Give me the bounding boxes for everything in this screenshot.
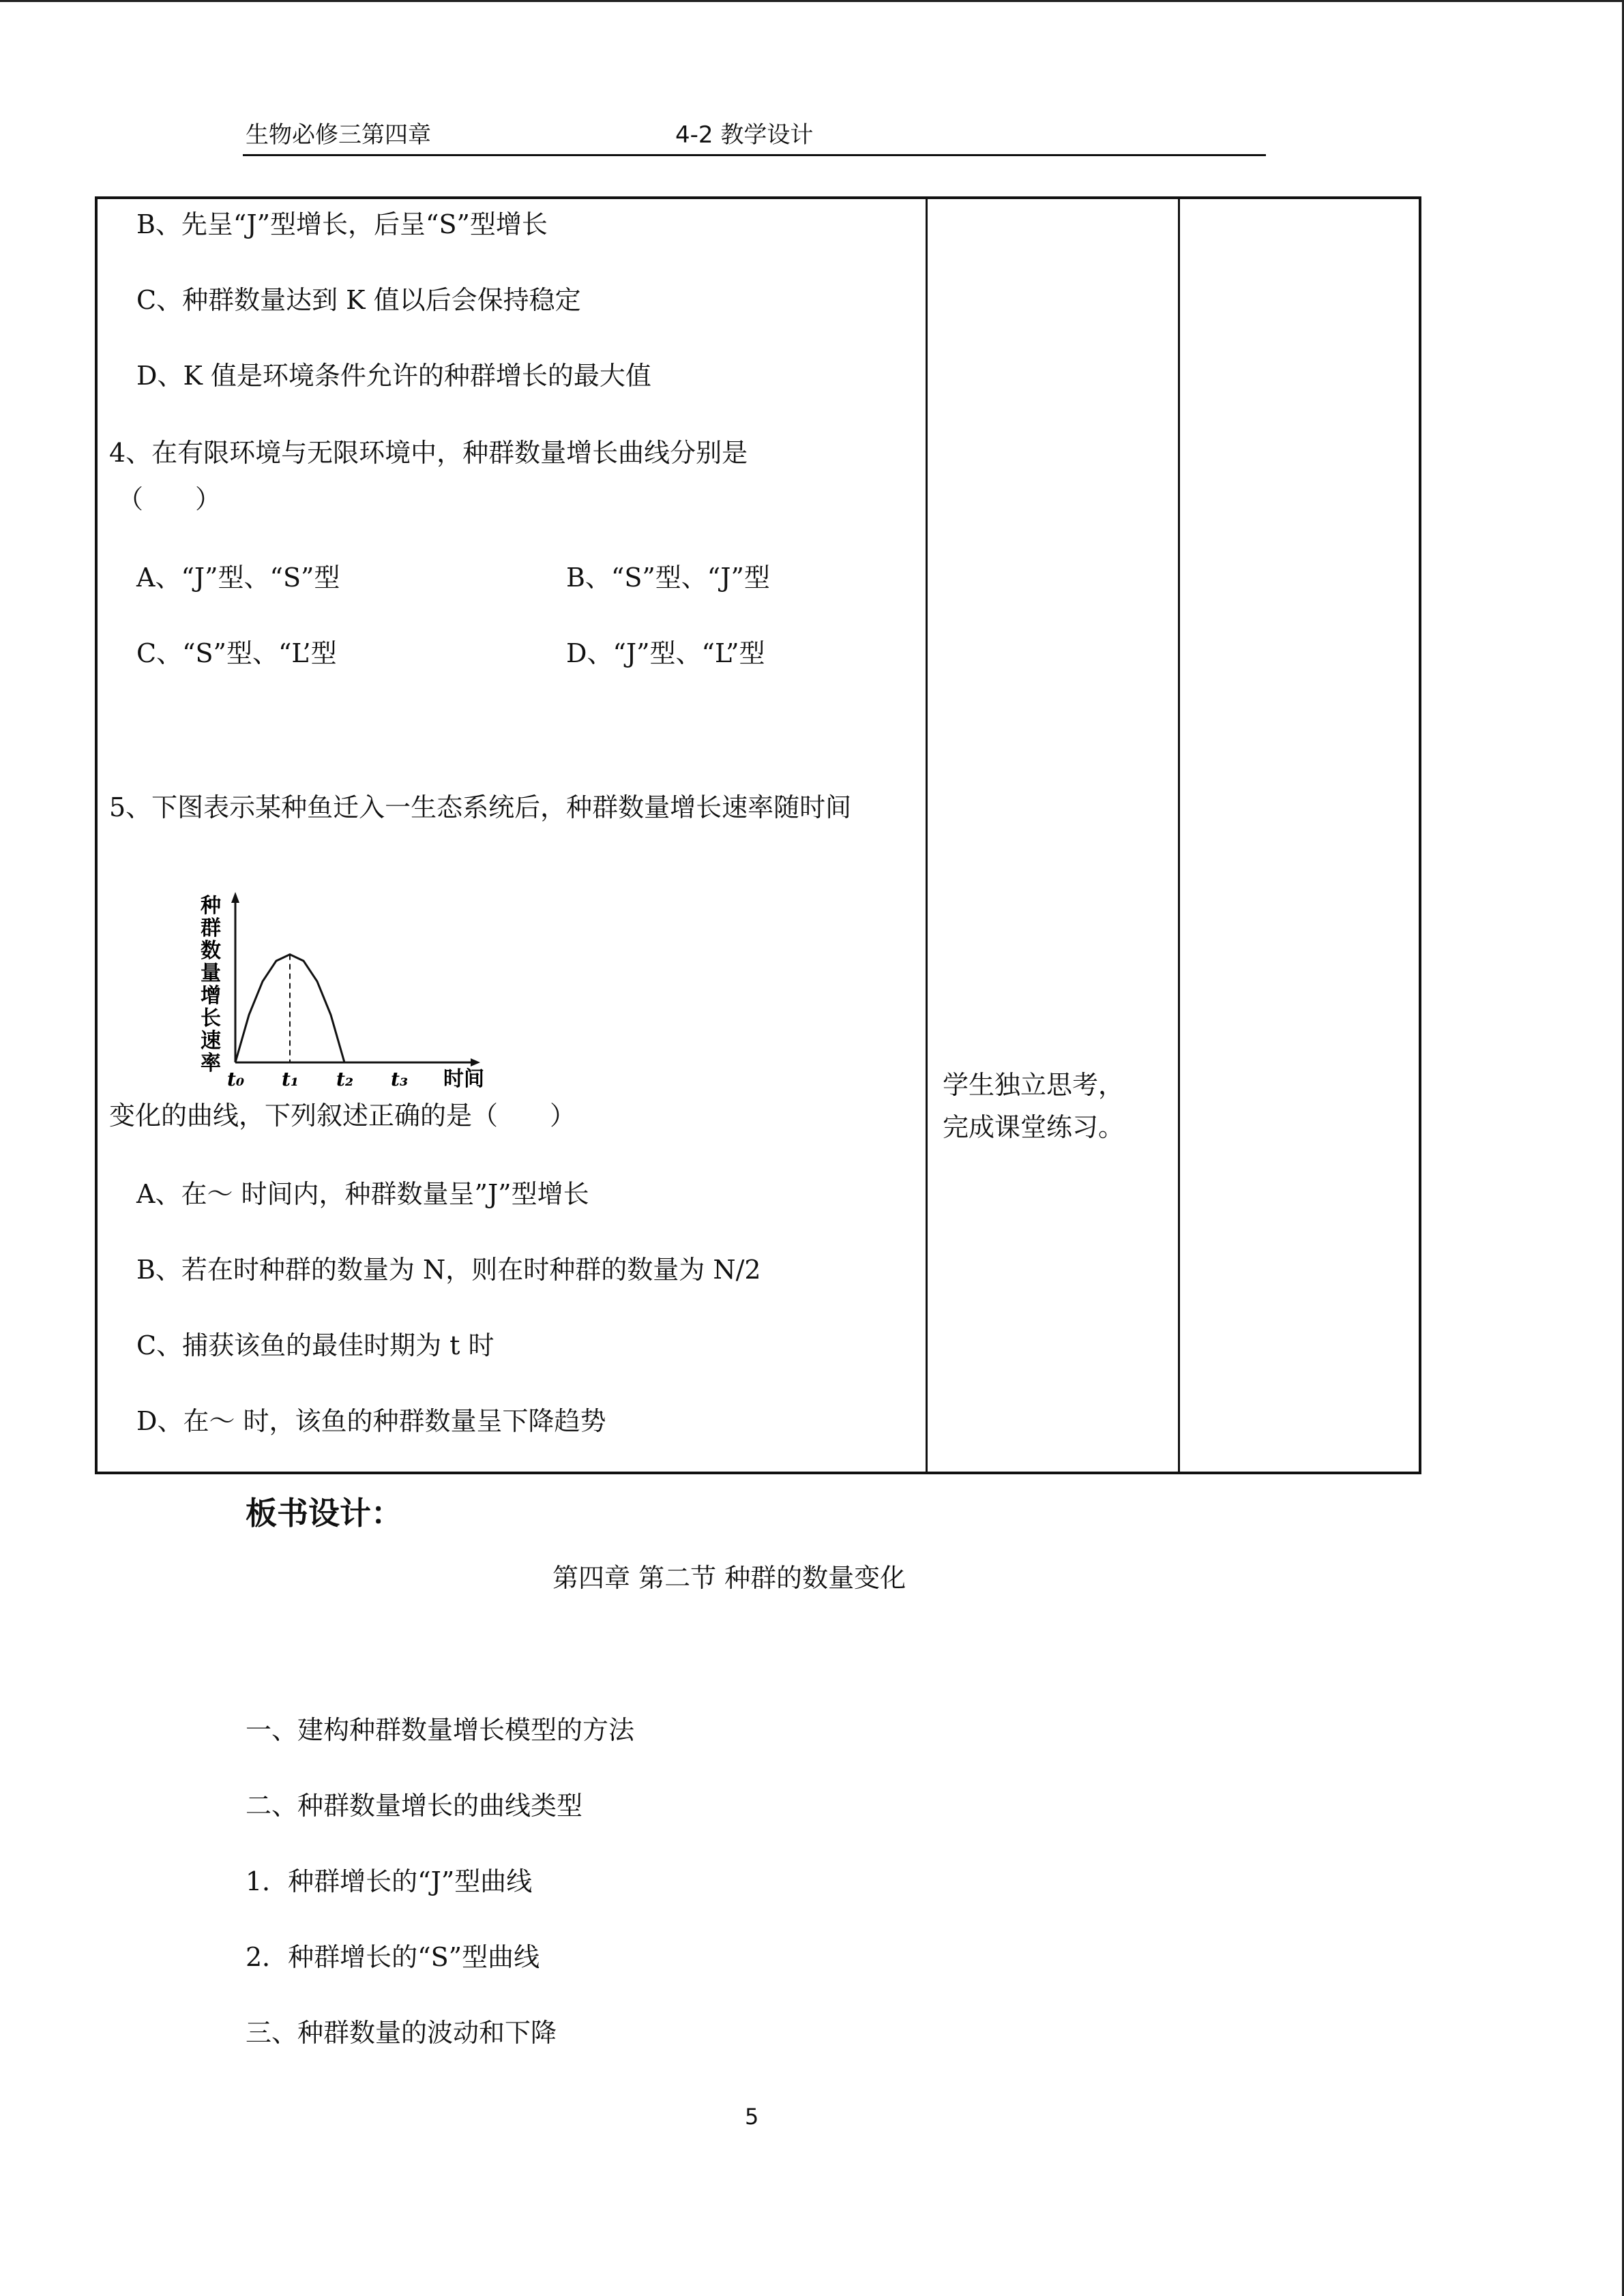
- q5-option-a: A、在～ 时间内，种群数量呈”J”型增长: [136, 1179, 589, 1209]
- y-axis-label-char: 种: [201, 894, 221, 918]
- page-border: [0, 0, 1624, 2]
- x-tick-label: t₃: [391, 1068, 409, 1090]
- q5-option-d: D、在～ 时，该鱼的种群数量呈下降趋势: [136, 1406, 606, 1436]
- q4-option-b: B、“S”型、“J”型: [566, 563, 770, 593]
- q4-option-c: C、“S”型、“L’型: [136, 638, 337, 668]
- y-axis-label-char: 量: [201, 961, 221, 985]
- q4-option-a: A、“J”型、“S”型: [136, 563, 340, 593]
- student-activity-line-2: 完成课堂练习。: [943, 1112, 1125, 1142]
- board-design-title: 板书设计：: [246, 1495, 402, 1532]
- y-axis-label-char: 率: [201, 1052, 221, 1075]
- question-4: 4、在有限环境与无限环境中，种群数量增长曲线分别是: [109, 438, 748, 468]
- table-divider: [1178, 196, 1180, 1474]
- option-b-line: B、先呈“J”型增长，后呈“S”型增长: [136, 209, 548, 239]
- board-item: 1．种群增长的“J”型曲线: [246, 1866, 533, 1896]
- board-item: 2．种群增长的“S”型曲线: [246, 1942, 540, 1972]
- y-axis-label-char: 速: [201, 1029, 221, 1053]
- y-axis-label: [201, 894, 221, 1075]
- y-axis-label-char: 长: [201, 1007, 221, 1030]
- student-activity-line-1: 学生独立思考，: [943, 1070, 1125, 1100]
- x-tick-label: t₀: [227, 1068, 245, 1090]
- x-tick-labels: [227, 1068, 408, 1090]
- x-axis-label: 时间: [443, 1067, 484, 1091]
- header-center: 4-2 教学设计: [675, 121, 814, 149]
- q4-option-d: D、“J”型、“L”型: [566, 638, 765, 668]
- board-item: 一、建构种群数量增长模型的方法: [246, 1715, 635, 1745]
- question-5-continued: 变化的曲线，下列叙述正确的是（ ）: [109, 1101, 576, 1131]
- growth-rate-chart: [191, 886, 491, 1091]
- x-tick-label: t₂: [336, 1068, 354, 1090]
- y-axis-arrow: [231, 892, 239, 903]
- q5-option-c: C、捕获该鱼的最佳时期为 t 时: [136, 1330, 494, 1360]
- x-axis-arrow: [471, 1058, 480, 1067]
- growth-rate-curve: [235, 955, 344, 1062]
- y-axis-label-char: 增: [201, 984, 221, 1008]
- page-number: 5: [745, 2104, 759, 2130]
- question-5: 5、下图表示某种鱼迁入一生态系统后，种群数量增长速率随时间: [109, 792, 852, 822]
- header-rule: [243, 154, 1266, 156]
- question-4-blank: （ ）: [117, 484, 222, 514]
- board-item: 二、种群数量增长的曲线类型: [246, 1791, 583, 1821]
- board-item: 三、种群数量的波动和下降: [246, 2018, 557, 2048]
- q5-option-b: B、若在时种群的数量为 N，则在时种群的数量为 N/2: [136, 1255, 761, 1285]
- table-divider: [926, 196, 928, 1474]
- option-d-line: D、K 值是环境条件允许的种群增长的最大值: [136, 361, 651, 391]
- y-axis-label-char: 群: [201, 916, 221, 940]
- header-left: 生物必修三第四章: [246, 121, 431, 149]
- board-subtitle: 第四章 第二节 种群的数量变化: [552, 1563, 906, 1593]
- x-tick-label: t₁: [282, 1068, 299, 1090]
- option-c-line: C、种群数量达到 K 值以后会保持稳定: [136, 285, 581, 315]
- y-axis-label-char: 数: [201, 939, 221, 963]
